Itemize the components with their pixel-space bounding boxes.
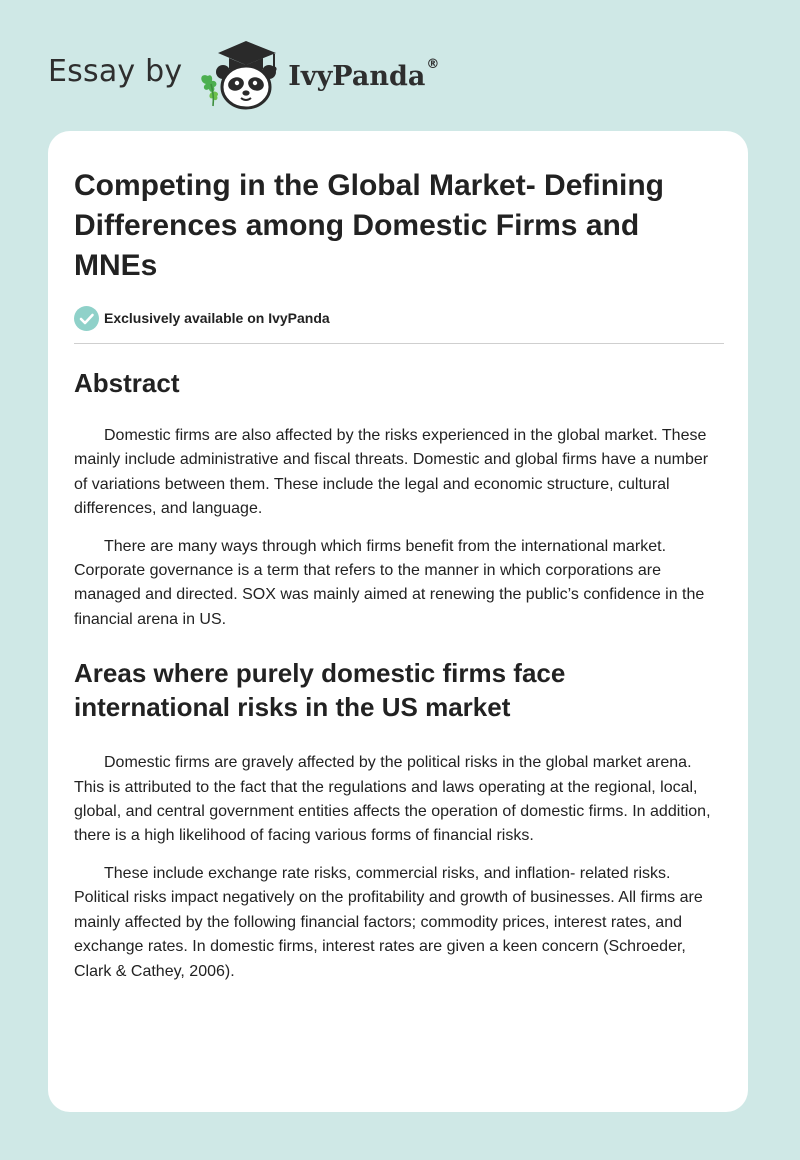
paragraph: Domestic firms are gravely affected by the political risks in the global market arena. This is attributed to the fact that the regulations and laws operating at the regional, local, global, and central government entities affects the operation of domestic firms. In addition, there is a high likelihood of facing various forms of financial risks. — [74, 754, 711, 845]
exclusive-badge — [74, 305, 724, 331]
essay-card — [48, 131, 748, 1112]
check-circle-icon — [74, 306, 99, 331]
section-heading-areas: Areas where purely domestic firms face international risks in the US market — [74, 658, 566, 723]
page-title: Competing in the Global Market- Defining Differences among Domestic Firms and MNEs — [74, 169, 665, 282]
paragraph: These include exchange rate risks, commercial risks, and inflation- related risks. Political risks impact negatively on the profitability and growth of businesses. All firms are mainly affected by the following financial factors; commodity prices, interest rates, and exchange rates. In domestic firms, interest rates are given a keen concern (Schroeder, Clark & Cathey, 2006). — [74, 864, 703, 980]
paragraph: There are many ways through which firms benefit from the international market. Corporate governance is a term that refers to the manner in which corporations are managed and directed. SOX was mainly aimed at renewing the public’s confidence in the financial arena in US. — [74, 537, 705, 628]
brand-name[interactable]: IvyPanda® — [288, 56, 440, 92]
title-divider — [74, 343, 724, 344]
panda-graduate-icon[interactable] — [196, 36, 286, 112]
site-header — [48, 36, 439, 112]
brand-prefix: Essay by — [48, 53, 183, 89]
registered-mark: ® — [426, 56, 440, 72]
badge-text: Exclusively available on IvyPanda — [104, 310, 330, 326]
paragraph: Domestic firms are also affected by the risks experienced in the global market. These mainly include administrative and fiscal threats. Domestic and global firms have a number of variations between them. These include the legal and economic structure, cultural differences, and language. — [74, 427, 709, 518]
section-heading-abstract: Abstract — [74, 368, 180, 398]
essay-content — [74, 166, 724, 984]
